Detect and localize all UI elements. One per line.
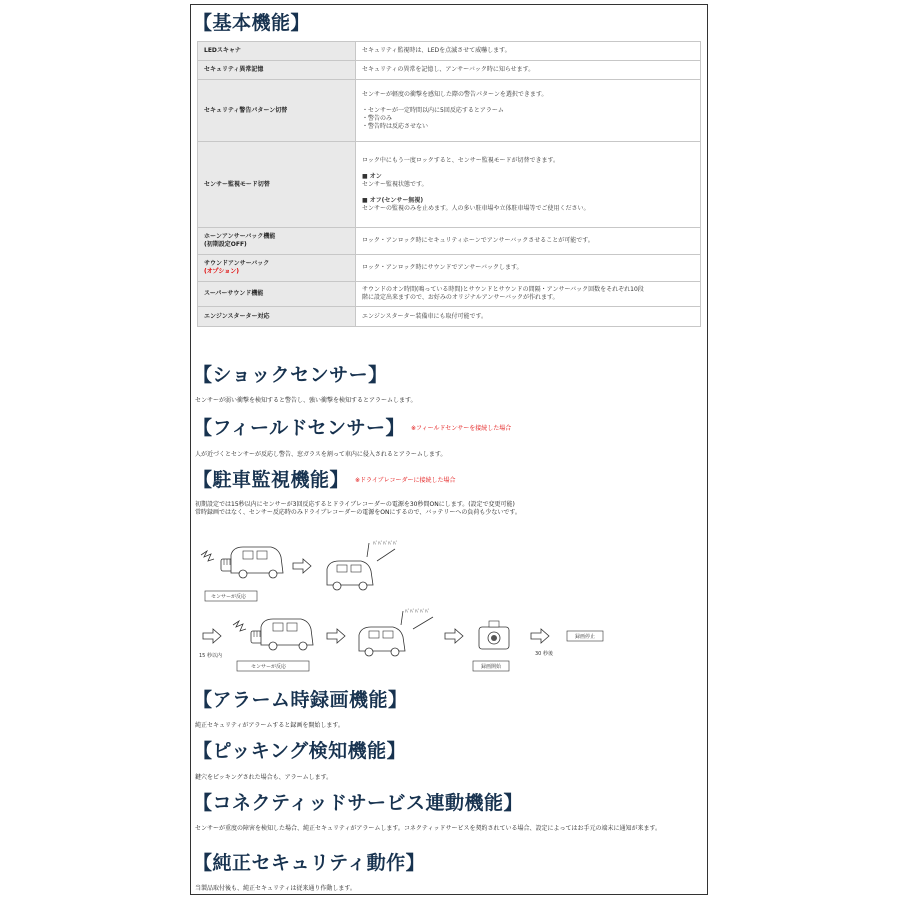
parking-monitor-description-1: 初期設定では15秒以内にセンサーが3回反応するとドライブレコーダーの電源を30秒間ONにします。(設定で変更可能)	[195, 501, 515, 508]
after-30s-label: 30 秒後	[535, 651, 553, 657]
row-key: LEDスキャナ	[198, 42, 356, 61]
sensor-reaction-label: センサーが反応	[211, 594, 247, 600]
option-badge: (オプション)	[204, 268, 239, 275]
arrow-right-icon	[445, 629, 463, 643]
basic-functions-heading: 【基本機能】	[193, 12, 311, 34]
genuine-security-description: 当製品取付後も、純正セキュリティは従来通り作動します。	[195, 885, 356, 892]
row-key: スーパーサウンド機能	[198, 282, 356, 307]
sensor-reaction-label: センサーが反応	[251, 664, 287, 670]
sound-effect-text: ﾊﾞﾊﾞﾊﾞﾊﾞﾊﾞ	[373, 541, 399, 547]
parking-monitor-note: ※ドライブレコーダーに接続した場合	[355, 476, 456, 484]
basic-functions-table	[197, 41, 701, 327]
arrow-right-icon	[203, 629, 221, 643]
alarm-recording-description: 純正セキュリティがアラームすると録画を開始します。	[195, 722, 344, 729]
value-line: ロック中にもう一度ロックすると、センサー監視モードが切替できます。	[362, 156, 560, 164]
value-line: ・警告のみ	[362, 114, 393, 122]
rec-stop-label: 録画停止	[575, 634, 596, 640]
row-value: エンジンスターター装備車にも取付可能です。	[356, 307, 701, 327]
row-key: セキュリティ警告パターン切替	[198, 80, 356, 142]
table-row	[198, 142, 701, 228]
table-row	[198, 42, 701, 61]
parking-monitor-illustration	[191, 535, 707, 683]
table-row	[198, 282, 701, 307]
car-icon	[359, 611, 433, 656]
car-icon	[231, 547, 283, 578]
sound-effect-text: ﾊﾞﾊﾞﾊﾞﾊﾞﾊﾞ	[405, 609, 431, 615]
value-line: ■ オフ(センサー無視)	[362, 196, 424, 204]
value-line: ■ オン	[362, 172, 382, 180]
row-key	[198, 228, 356, 255]
shock-sensor-heading: 【ショックセンサー】	[193, 364, 388, 386]
field-sensor-note: ※フィールドセンサーを接続した場合	[411, 424, 512, 432]
field-sensor-description: 人が近づくとセンサーが反応し警告、窓ガラスを割って車内に侵入されるとアラームします。	[195, 451, 447, 458]
impact-spark-icon	[201, 551, 214, 561]
row-value	[356, 142, 701, 228]
row-value: セキュリティの異常を記憶し、アンサーバック時に知らせます。	[356, 61, 701, 80]
field-sensor-title: 【フィールドセンサー】	[193, 417, 406, 439]
field-sensor-heading	[193, 416, 511, 441]
car-icon	[327, 543, 395, 590]
shock-sensor-description: センサーが弱い衝撃を検知すると警告し、強い衝撃を検知するとアラームします。	[195, 397, 417, 404]
table-row	[198, 307, 701, 327]
arrow-right-icon	[293, 559, 311, 573]
row-key-line: ホーンアンサーバック機能	[204, 233, 276, 240]
row-value: ロック・アンロック時にサウンドでアンサーバックします。	[356, 255, 701, 282]
row-key-line: (初期設定OFF)	[204, 241, 247, 248]
row-key: エンジンスターター対応	[198, 307, 356, 327]
table-row	[198, 61, 701, 80]
parking-monitor-heading	[193, 468, 455, 493]
parking-monitor-title: 【駐車監視機能】	[193, 469, 350, 491]
row-value: ロック・アンロック時にセキュリティホーンでアンサーバックさせることが可能です。	[356, 228, 701, 255]
picking-detection-heading: 【ピッキング検知機能】	[193, 740, 407, 762]
arrow-right-icon	[531, 629, 549, 643]
genuine-security-heading: 【純正セキュリティ動作】	[193, 852, 426, 874]
value-line: センサーが軽度の衝撃を感知した際の警告パターンを選択できます。	[362, 90, 548, 98]
value-line: ・警告時は反応させない	[362, 122, 429, 130]
impact-spark-icon	[233, 621, 246, 631]
table-row	[198, 228, 701, 255]
rec-start-label: 録画開始	[481, 664, 502, 670]
within-15s-label: 15 秒以内	[199, 653, 222, 659]
arrow-right-icon	[327, 629, 345, 643]
value-line: センサー監視状態です。	[362, 180, 428, 188]
parking-monitor-description-2: 常時録画ではなく、センサー反応時のみドライブレコーダーの電源をONにするので、バッテリーへの負荷も少ないです。	[195, 509, 521, 516]
dashcam-icon	[479, 621, 509, 649]
alarm-recording-heading: 【アラーム時録画機能】	[193, 689, 408, 711]
connected-service-heading: 【コネクティッドサービス連動機能】	[193, 792, 523, 814]
row-key	[198, 255, 356, 282]
content-frame	[190, 4, 708, 895]
value-line: ・センサーが一定時間以内に5回反応するとアラーム	[362, 106, 504, 114]
connected-service-description: センサーが重度の障害を検知した場合、純正セキュリティがアラームします。コネクティッドサービスを契約されている場合、設定によってはお手元の端末に通知が来ます。	[195, 825, 661, 832]
value-line: 階に設定出来ますので、お好みのオリジナルアンサーバックが作れます。	[362, 294, 559, 301]
table-row	[198, 255, 701, 282]
row-key: センサー監視モード切替	[198, 142, 356, 228]
row-value: セキュリティ監視時は、LEDを点滅させて威嚇します。	[356, 42, 701, 61]
value-line: センサーの監視のみを止めます。人の多い駐車場や立体駐車場等でご使用ください。	[362, 204, 590, 212]
row-value	[356, 80, 701, 142]
row-key-line: サウンドアンサーバック	[204, 260, 270, 267]
value-line: サウンドのオン時間(鳴っている時間)とサウンドとサウンドの間隔・アンサーバック回数をそれぞれ10段	[362, 286, 644, 293]
table-row	[198, 80, 701, 142]
row-key: セキュリティ異常記憶	[198, 61, 356, 80]
car-icon	[261, 619, 313, 650]
picking-detection-description: 鍵穴をピッキングされた場合も、アラームします。	[195, 774, 333, 781]
row-value	[356, 282, 701, 307]
